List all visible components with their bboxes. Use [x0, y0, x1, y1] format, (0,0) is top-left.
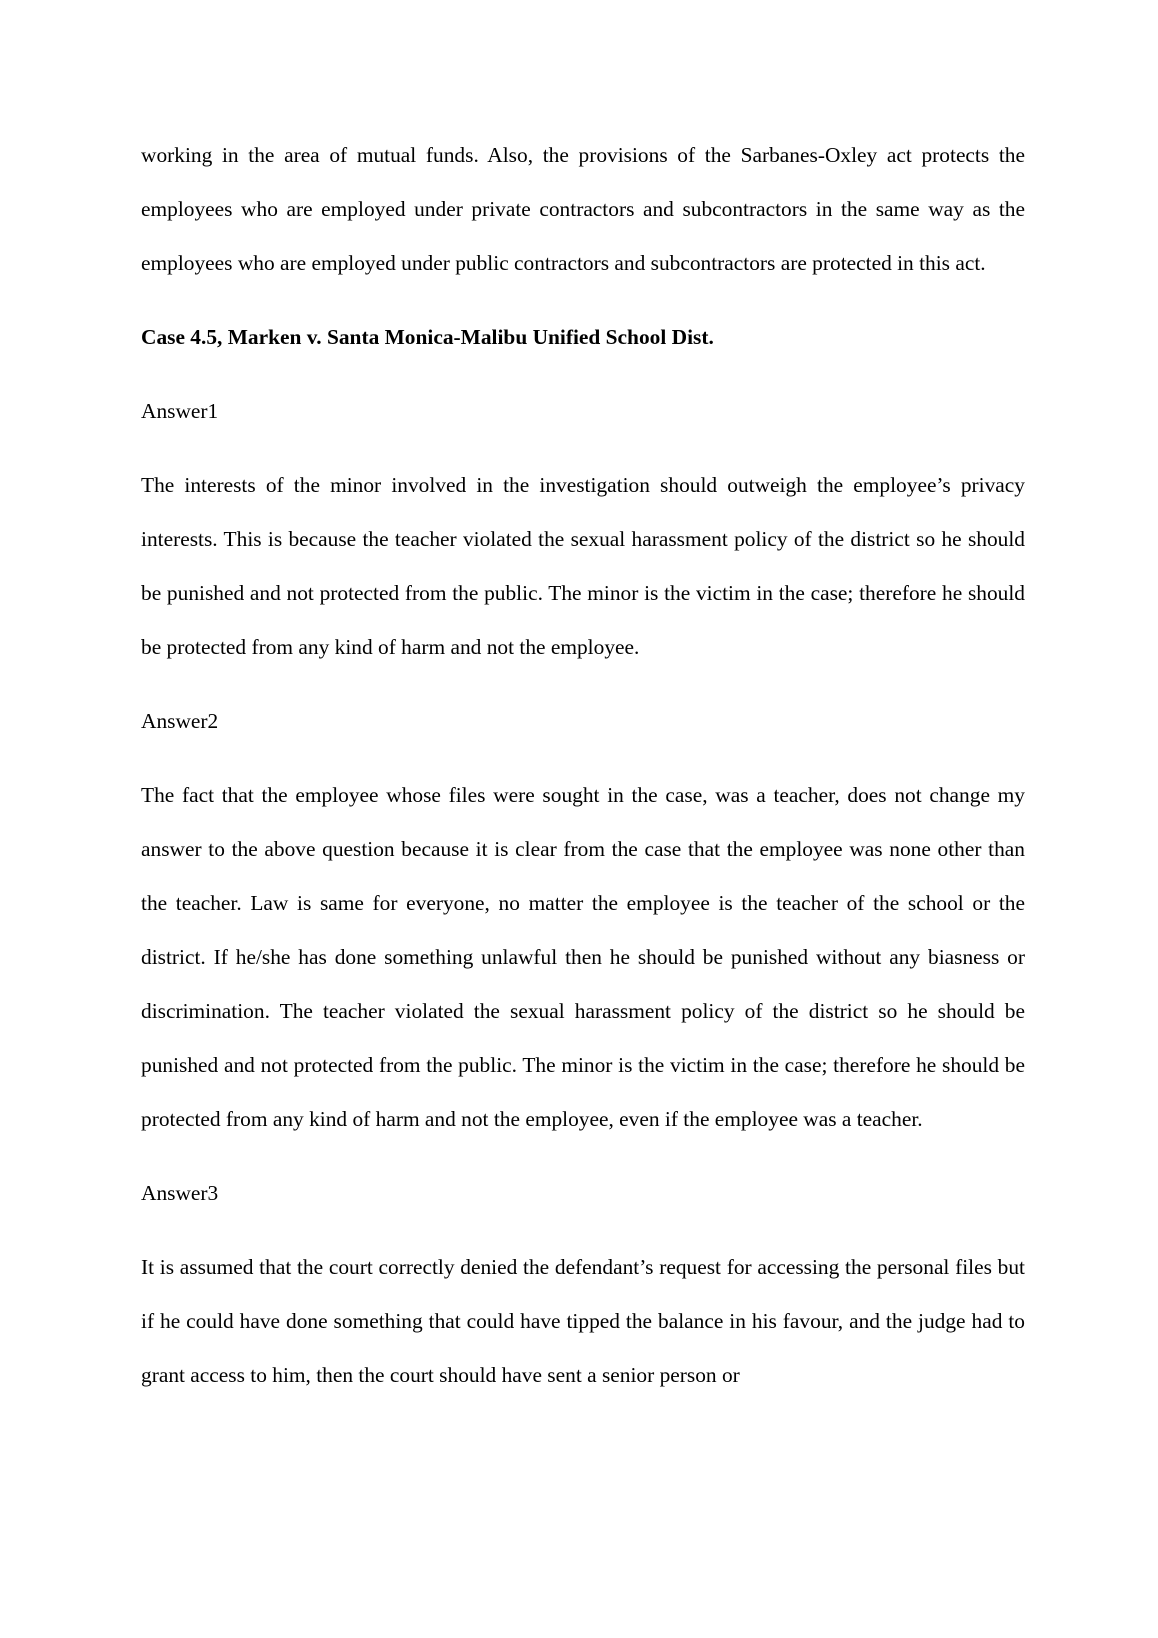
answer-1-label: Answer1: [141, 399, 219, 423]
intro-paragraph: working in the area of mutual funds. Also, the provisions of the Sarbanes-Oxley act protects the employees who are employed under private contractors and subcontractors in the same way as the employees who are employed under public contractors and subcontractors are protected in this act.: [141, 143, 1025, 275]
answer-2-label: Answer2: [141, 709, 219, 733]
answer-1-text: The interests of the minor involved in the investigation should outweigh the employee’s privacy interests. This is because the teacher violated the sexual harassment policy of the district so he should be punished and not protected from the public. The minor is the victim in the case; therefore he should be protected from any kind of harm and not the employee.: [141, 473, 1025, 659]
answer-2-text: The fact that the employee whose files were sought in the case, was a teacher, does not change my answer to the above question because it is clear from the case that the employee was none other than the teacher. Law is same for everyone, no matter the employee is the teacher of the school or the district. If he/she has done something unlawful then he should be punished without any biasness or discrimination. The teacher violated the sexual harassment policy of the district so he should be punished and not protected from the public. The minor is the victim in the case; therefore he should be protected from any kind of harm and not the employee, even if the employee was a teacher.: [141, 783, 1025, 1131]
answer-3-text: It is assumed that the court correctly denied the defendant’s request for accessing the personal files but if he could have done something that could have tipped the balance in his favour, and the judge had to grant access to him, then the court should have sent a senior person or: [141, 1255, 1025, 1387]
case-heading: Case 4.5, Marken v. Santa Monica-Malibu Unified School Dist.: [141, 325, 714, 349]
answer-3-label: Answer3: [141, 1181, 219, 1205]
document-body: [141, 128, 1025, 1402]
